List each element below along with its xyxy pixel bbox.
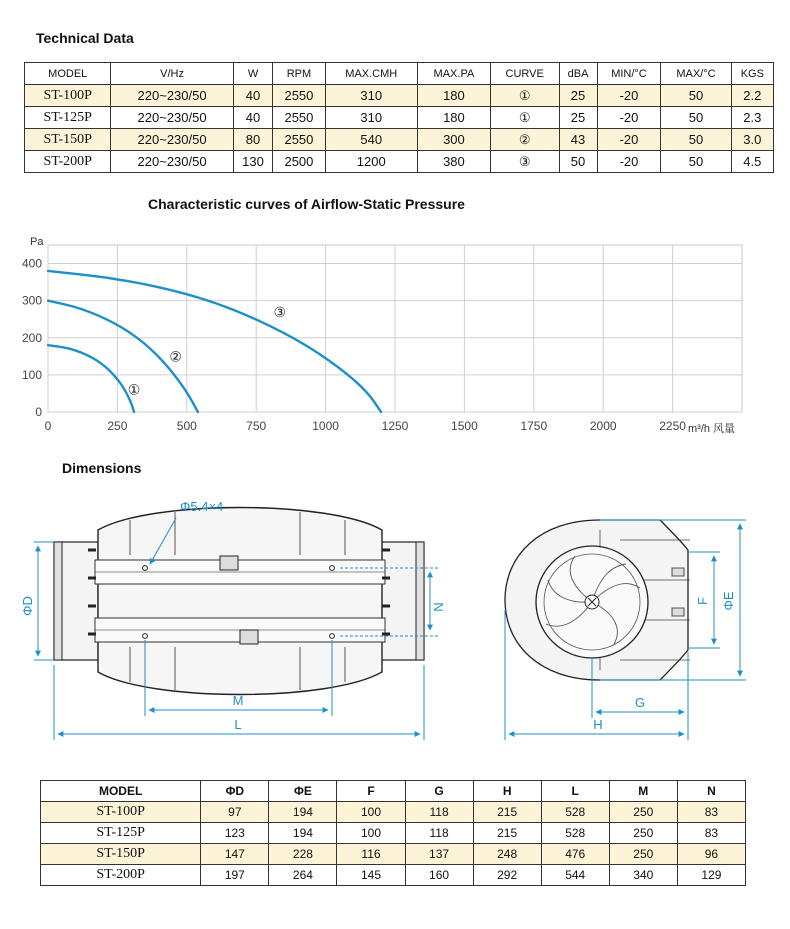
cell: 380 <box>417 151 490 173</box>
cell: -20 <box>597 151 661 173</box>
chart-tick-labels <box>22 257 686 433</box>
cell: 25 <box>559 107 597 129</box>
cell: 215 <box>473 802 541 823</box>
cell: 2550 <box>273 129 325 151</box>
cell: 180 <box>417 85 490 107</box>
cell: ST-100P <box>41 802 201 823</box>
curve-3 <box>48 271 381 412</box>
dim-label-e: ΦE <box>721 591 736 611</box>
x-tick-label: 750 <box>246 419 267 433</box>
cell: 540 <box>325 129 417 151</box>
cell: 50 <box>661 129 731 151</box>
x-tick-label: 1000 <box>312 419 339 433</box>
cell: 130 <box>233 151 273 173</box>
cell: 1200 <box>325 151 417 173</box>
cell: 3.0 <box>731 129 773 151</box>
column-header: H <box>473 781 541 802</box>
column-header: dBA <box>559 63 597 85</box>
x-tick-label: 250 <box>107 419 128 433</box>
dimensions-title: Dimensions <box>62 460 142 476</box>
curve-1 <box>48 345 134 412</box>
cell: 50 <box>661 85 731 107</box>
cell: 116 <box>337 844 405 865</box>
hole-size-label: Φ5.4×4 <box>180 499 224 514</box>
tech-data-title: Technical Data <box>36 30 134 46</box>
cell: 50 <box>661 151 731 173</box>
cell: 300 <box>417 129 490 151</box>
table-header-row <box>41 781 746 802</box>
cell: 194 <box>269 802 337 823</box>
fan-body <box>98 508 382 695</box>
cell: 97 <box>201 802 269 823</box>
cell: 96 <box>677 844 745 865</box>
cell: ST-100P <box>25 85 111 107</box>
cell: ① <box>490 85 559 107</box>
cell: 80 <box>233 129 273 151</box>
cell: 147 <box>201 844 269 865</box>
cell: 292 <box>473 865 541 886</box>
table-row <box>41 823 746 844</box>
cell: 220~230/50 <box>111 107 233 129</box>
upper-latch <box>220 556 238 570</box>
cell: 250 <box>609 844 677 865</box>
column-header: F <box>337 781 405 802</box>
dim-label-m: M <box>232 693 244 708</box>
chart-series-group <box>48 271 381 412</box>
table-row <box>25 85 774 107</box>
cell: 228 <box>269 844 337 865</box>
cell: 194 <box>269 823 337 844</box>
cell: -20 <box>597 129 661 151</box>
cell: 215 <box>473 823 541 844</box>
cell: 476 <box>541 844 609 865</box>
cell: 137 <box>405 844 473 865</box>
cell: ST-125P <box>25 107 111 129</box>
x-tick-label: 500 <box>176 419 197 433</box>
y-axis-label: Pa <box>30 236 44 248</box>
cell: 248 <box>473 844 541 865</box>
column-header: W <box>233 63 273 85</box>
right-collar-rim <box>416 542 424 660</box>
column-header: RPM <box>273 63 325 85</box>
x-tick-label: 1750 <box>520 419 548 433</box>
cell: 25 <box>559 85 597 107</box>
chart-title: Characteristic curves of Airflow-Static Pressure <box>148 196 465 212</box>
table-row <box>41 802 746 823</box>
cell: 100 <box>337 802 405 823</box>
table-row <box>41 844 746 865</box>
column-header: MAX/°C <box>661 63 731 85</box>
cell: 43 <box>559 129 597 151</box>
left-collar-rim <box>54 542 62 660</box>
cell: 250 <box>609 823 677 844</box>
cell: 528 <box>541 802 609 823</box>
lower-latch <box>240 630 258 644</box>
cell: ST-125P <box>41 823 201 844</box>
column-header: ΦE <box>269 781 337 802</box>
cell: ST-200P <box>25 151 111 173</box>
cell: 340 <box>609 865 677 886</box>
table-header-row <box>25 63 774 85</box>
y-tick-label: 300 <box>21 293 42 308</box>
cell: 2550 <box>273 85 325 107</box>
cell: ③ <box>490 151 559 173</box>
x-axis-label: m³/h 风量 <box>688 423 736 435</box>
curve-label-3: ③ <box>273 303 287 320</box>
curve-label-2: ② <box>169 348 182 365</box>
dim-label-h: H <box>593 717 603 732</box>
cell: 2500 <box>273 151 325 173</box>
column-header: MIN/°C <box>597 63 661 85</box>
cell: 83 <box>677 823 745 844</box>
cell: 50 <box>661 107 731 129</box>
cell: 145 <box>337 865 405 886</box>
airflow-pressure-chart <box>0 230 790 440</box>
cell: 100 <box>337 823 405 844</box>
x-tick-label: 2250 <box>659 419 686 433</box>
dim-label-f: F <box>695 597 710 605</box>
cell: 220~230/50 <box>111 129 233 151</box>
cell: 50 <box>559 151 597 173</box>
column-header: N <box>677 781 745 802</box>
cell: ST-200P <box>41 865 201 886</box>
column-header: G <box>405 781 473 802</box>
y-tick-label: 0 <box>35 405 42 419</box>
column-header: MODEL <box>41 781 201 802</box>
dimensions-table <box>40 780 746 886</box>
cell: 2.3 <box>731 107 773 129</box>
dim-label-l: L <box>234 717 242 732</box>
cell: 264 <box>269 865 337 886</box>
x-tick-label: 1250 <box>381 419 409 433</box>
column-header: M <box>609 781 677 802</box>
y-tick-label: 100 <box>21 367 42 382</box>
cell: 118 <box>405 823 473 844</box>
cell: 2.2 <box>731 85 773 107</box>
cell: 310 <box>325 107 417 129</box>
fan-side-view <box>54 508 424 695</box>
table-row <box>25 107 774 129</box>
cell: ① <box>490 107 559 129</box>
table-row <box>25 129 774 151</box>
cell: -20 <box>597 85 661 107</box>
x-tick-label: 1500 <box>451 419 478 433</box>
column-header: MODEL <box>25 63 111 85</box>
cell: ② <box>490 129 559 151</box>
cell: 40 <box>233 85 273 107</box>
column-header: L <box>541 781 609 802</box>
dim-label-n: N <box>431 602 446 612</box>
curve-label-1: ① <box>127 381 141 398</box>
dim-label-d: ΦD <box>20 596 35 616</box>
column-header: CURVE <box>490 63 559 85</box>
cell: ST-150P <box>25 129 111 151</box>
table-row <box>41 865 746 886</box>
dim-label-g: G <box>634 695 646 710</box>
column-header: MAX.PA <box>417 63 490 85</box>
cell: 544 <box>541 865 609 886</box>
cell: 220~230/50 <box>111 151 233 173</box>
cell: 129 <box>677 865 745 886</box>
cell: 528 <box>541 823 609 844</box>
cell: ST-150P <box>41 844 201 865</box>
cell: 123 <box>201 823 269 844</box>
column-header: KGS <box>731 63 773 85</box>
y-tick-label: 400 <box>21 256 42 271</box>
x-tick-label: 2000 <box>589 419 617 433</box>
cell: 310 <box>325 85 417 107</box>
column-header: V/Hz <box>111 63 233 85</box>
tech-data-table <box>24 62 774 173</box>
cell: 40 <box>233 107 273 129</box>
column-header: ΦD <box>201 781 269 802</box>
cell: 118 <box>405 802 473 823</box>
chart-grid <box>48 245 742 412</box>
column-header: MAX.CMH <box>325 63 417 85</box>
y-tick-label: 200 <box>21 330 42 345</box>
cell: -20 <box>597 107 661 129</box>
cell: 2550 <box>273 107 325 129</box>
cell: 220~230/50 <box>111 85 233 107</box>
cell: 250 <box>609 802 677 823</box>
x-tick-label: 0 <box>44 419 52 433</box>
fan-front-view <box>505 520 690 680</box>
cell: 180 <box>417 107 490 129</box>
dimension-drawing <box>0 490 790 750</box>
cell: 83 <box>677 802 745 823</box>
cell: 4.5 <box>731 151 773 173</box>
cell: 160 <box>405 865 473 886</box>
table-row <box>25 151 774 173</box>
cell: 197 <box>201 865 269 886</box>
